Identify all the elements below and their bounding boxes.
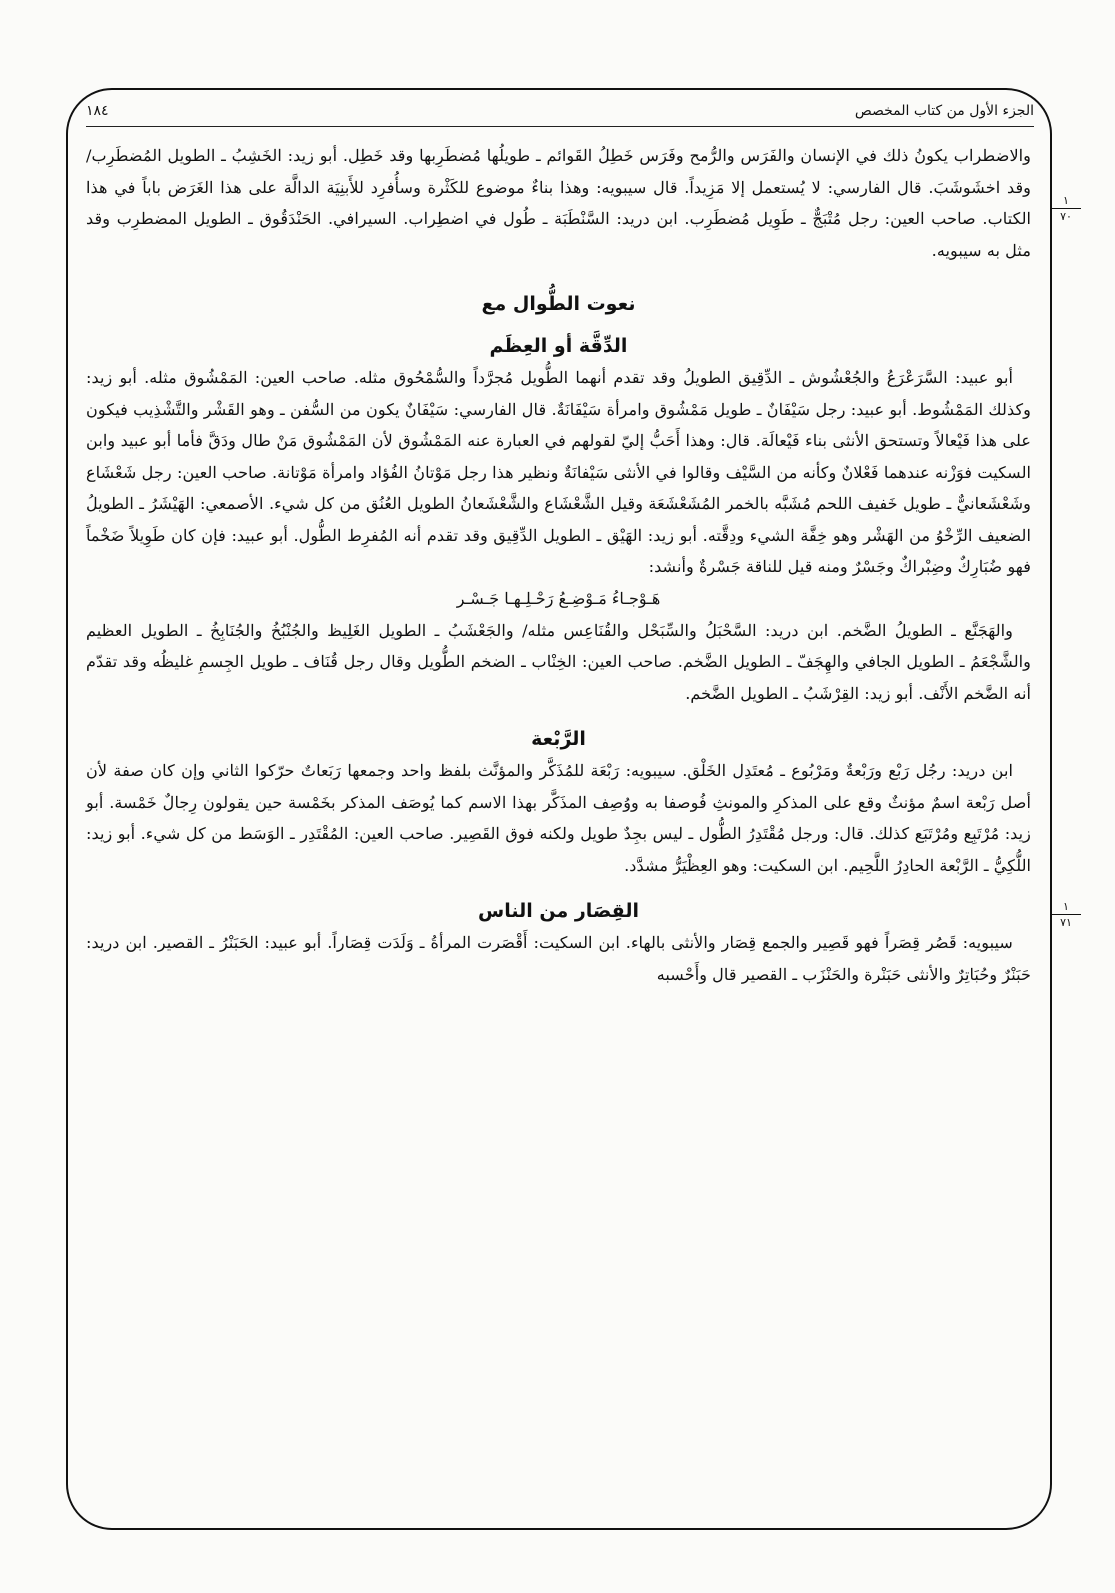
paragraph: سيبويه: قَصُر قِصَراً فهو قَصِير والجمع قِصَار والأنثى بالهاء. ابن السكيت: أَقْصَرت المرأةُ ـ وَلَدَت قِصَاراً. أبو عبيد: الحَبَنْرُ ـ القصير. ابن دريد: حَبَنْرٌ وحُبَاتِرٌ والأنثى حَبَنْرة والحَنْزَب ـ القصير قال وأَحْسبه bbox=[86, 933, 1031, 984]
section-heading: نعوت الطُّوال مع bbox=[481, 293, 636, 315]
margin-note-2 bbox=[1051, 900, 1081, 929]
section-heading: الدِّقَّة أو العِظَم bbox=[489, 335, 628, 357]
running-title: الجزء الأول من كتاب المخصص bbox=[854, 103, 1034, 119]
margin-note-1 bbox=[1051, 194, 1081, 223]
paragraph: والهَجَنَّع ـ الطويلُ الضَّخم. ابن دريد: السَّحْبَلُ والسِّبَحْل والقُنَاعِس مثله/ والجَعْشَبُ ـ الطويل الغَلِيظ والجُنْبُخُ والجُنَابِخُ ـ الطويل العظيم والشَّجْعَمُ ـ الطويل الجافي والهِجَفّ ـ الطويل الضَّخم. صاحب العين: الخِنْاب ـ الضخم الطُّويل وقال رجل قُنَاف ـ طويل الجِسمِ غليظُه وقد تقدّم أنه الضَّخم الأَنْف. أبو زيد: القِرْشَبُ ـ الطويل الضَّخم. bbox=[86, 620, 1031, 703]
margin-note-denominator: ٧١ bbox=[1060, 916, 1072, 929]
section-heading: القِصَار من الناس bbox=[478, 900, 639, 922]
margin-note-denominator: ٧٠ bbox=[1060, 210, 1072, 223]
section-heading: الرَّبْعة bbox=[531, 728, 586, 750]
paragraph: أبو عبيد: السَّرَعْرَعُ والجُعْشُوش ـ الدِّقِيق الطويلُ وقد تقدم أنهما الطُّويل مُجرَّداً والسُّمْحُوق مثله. صاحب العين: المَمْشُوق مثله. أبو زيد: وكذلك المَمْشُوط. أبو عبيد: رجل سَيْفَانٌ ـ طويل مَمْشُوق وامرأة سَيْفَانَةٌ. قال الفارسي: سَيْفَانٌ يكون من السُّفن ـ وهو القَشْر والتَّشْذِيب فيكون على هذا فَيْعالاً وتستحق الأنثى بناء فَيْعالَة. قال: وهذا أَحَبُّ إليّ لقولهم في العبارة عنه المَمْشُوق لأن المَمْشُوق مَنْ طال ودَقَّ فأما أبو عبيد وابن السكيت فوَزْنه عندهما فَعْلانٌ وكأنه من السَّيْف وقالوا في الأنثى سَيْفانَةٌ ونظير هذا رجل مَوْتانُ الفُؤاد وامرأة مَوْتانة. صاحب العين: رجل شَعْشَاع وشَعْشَعانيٌّ ـ طويل خَفيف اللحم مُشَبَّه بالخمر المُشَعْشَعَة وقيل الشَّعْشَاع والشَّعْشَعانُ الطويل العُنُق من كل شيء. الأصمعي: الهَيْشَرُ ـ الطويلُ الضعيف الرِّخْوُ من الهَشْر وهو خِفَّة الشيء ودِقَّته. أبو زيد: الهَيْق ـ الطويل الدِّقِيق وقد تقدم أنه المُفرِط الطُّول. أبو عبيد: فإن كان طَوِيلاً ضَخْماً فهو ضُبَارِكٌ وضِبْراكٌ وجَسْرٌ ومنه قيل للناقة جَسْرةٌ وأنشد: bbox=[86, 368, 1031, 576]
page-number: ١٨٤ bbox=[86, 103, 109, 119]
page-body bbox=[86, 140, 1031, 990]
margin-note-numerator: ١ bbox=[1051, 194, 1081, 209]
margin-note-numerator: ١ bbox=[1051, 900, 1081, 915]
verse-line: هَـوْجـاءُ مَـوْضِـعُ رَحْـلِـهـا جَـسْـر bbox=[456, 588, 661, 608]
page-header bbox=[86, 96, 1034, 127]
paragraph: والاضطراب يكونُ ذلك في الإنسان والفَرَس والرُّمح وفَرَس خَطِلُ القَوائم ـ طويلُها مُضطَرِبها وقد خَطِل. أبو زيد: الخَشِبُ ـ الطويل المُضطَرِب/ وقد اخشَوشَبَ. قال الفارسي: لا يُستعمل إلا مَزِيداً. قال سيبويه: وهذا بناءٌ موضوع للكَثْرة وسأُفرِد للأَبنِيَة الدالَّة على هذا الغَرَض باباً في هذا الكتاب. صاحب العين: رجل مُتْبَجٌّ ـ طَوِيل مُضطَرِب. ابن دريد: السَّنْطَبَة ـ طُول في اضطِراب. السيرافي. الحَنْدَقُوق ـ الطويل المضطرِب وقد مثل به سيبويه. bbox=[86, 146, 1031, 260]
paragraph: ابن دريد: رجُل رَبْع ورَبْعةٌ ومَرْبُوع ـ مُعتَدِل الخَلْق. سيبويه: رَبْعَة للمُذَكَّر والمؤنَّث بلفظ واحد وجمعها رَبَعاتٌ حرّكوا الثاني وإن كان صفة لأن أصل رَبْعة اسمٌ مؤنثٌ وقع على المذكرِ والمونثِ فُوصفا به ووُصِف المذَكَّر بهذا الاسم كما يُوصَف المذكر بخَمْسة حين يقولون رِجالٌ خَمْسة. أبو زيد: مُرْتَبِع ومُرْتَبَع كذلك. قال: ورجل مُقْتَدِرُ الطُّول ـ ليس بجِدٌ طويل ولكنه فوق القَصِير. صاحب العين: المُقْتَدِر ـ الوَسَط من كل شيء. أبو زيد: اللُّكِيُّ ـ الرَّبْعة الحادِرُ اللَّحِيم. ابن السكيت: وهو العِظْيَرُّ مشدَّد. bbox=[86, 761, 1031, 875]
